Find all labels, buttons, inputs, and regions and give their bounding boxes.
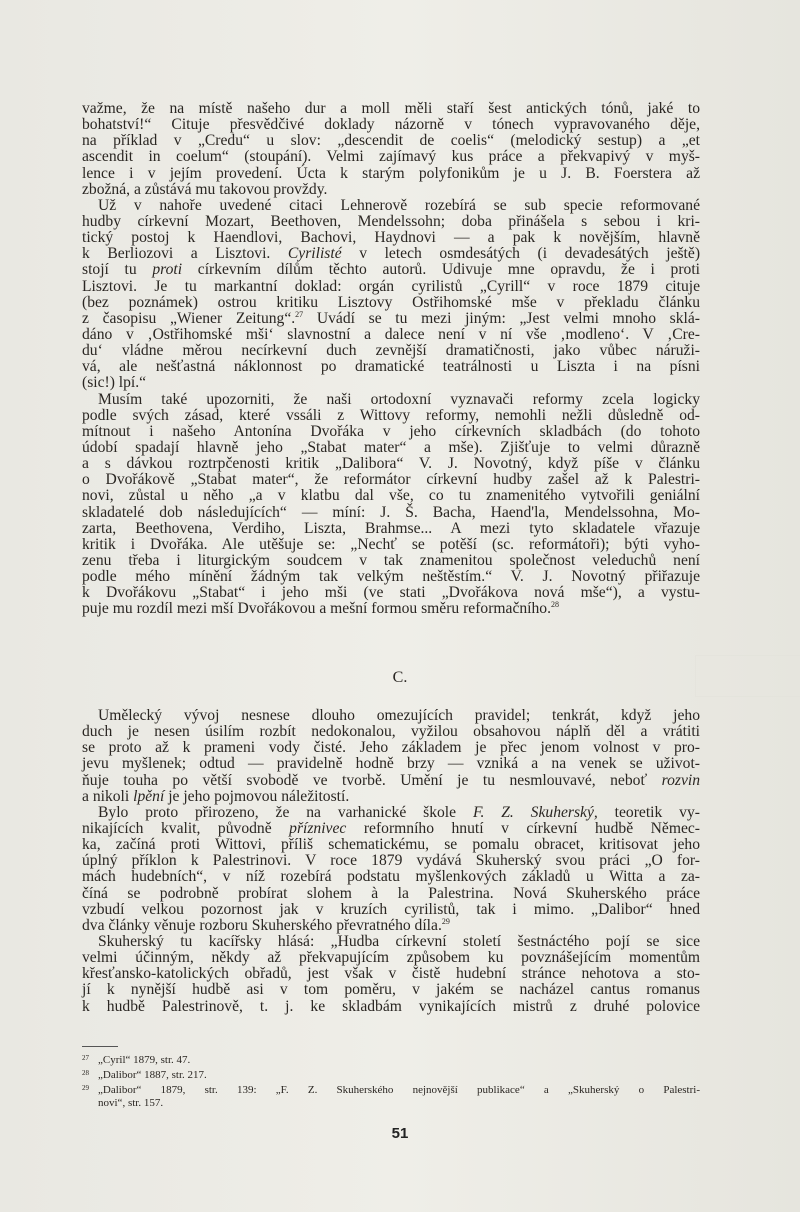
footnote-text: „Cyril“ 1879, str. 47.: [98, 1054, 191, 1066]
text-line: zenu třeba i liturgickým soudcem v tak znamenitou společnost veleduchů není: [82, 551, 700, 569]
text-line: jí k nynější hudbě asi v tom poměru, v jakém se nacházel cantus romanus: [82, 981, 700, 999]
text-line: k Dvořákovu „Stabat“ i jeho mši (ve stati „Dvořákova nová mše“), a vystu-: [82, 584, 700, 602]
footnote-text: „Dalibor“ 1879, str. 139: „F. Z. Skuherského nejnovější publikace“ a „Skuherský o Palestri-: [98, 1084, 700, 1096]
footnote-text: „Dalibor“ 1887, str. 217.: [98, 1069, 207, 1081]
text-line: važme, že na místě našeho dur a moll měli staří šest antických tónů, jaké to: [82, 100, 700, 117]
text-line: novi, zůstal u něho „a v klatbu dal vše, co tu znamenitého vytvořili geniální: [82, 487, 700, 505]
page-number: 51: [391, 1125, 409, 1142]
text-line: du‘ vládne měrou necírkevní duch zevnější dramatičnosti, jako vůbec náruži-: [82, 342, 700, 360]
text-line: ka, začíná proti Wittovi, příliš schematickému, se pomalu obracet, kritisovat jeho: [82, 836, 700, 854]
text-line: dáno v ‚Ostřihomské mši‘ slavnostní a dalece není v ní vše ‚modleno‘. V ‚Cre-: [82, 325, 700, 343]
italic-emphasis: rozvin: [661, 771, 700, 789]
text-line: ascendit in coelum“ (stoupání). Velmi zajímavý kus práce a překvapivý v myš-: [82, 148, 700, 166]
text-line: číná se podrobně probírat slohem à la Palestrina. Nová Skuherského práce: [82, 884, 700, 902]
footnote-reference: 29: [441, 916, 450, 926]
text-line: nikajících kvalit, původně příznivec reformního hnutí v církevní hudbě Němec-: [82, 819, 700, 837]
footnote-number: 28: [82, 1069, 89, 1077]
text-line: mítnout i našeho Antonína Dvořáka v jeho církevních skladbách (do tohoto: [82, 422, 700, 440]
footnote-reference: 28: [551, 600, 559, 610]
text-line: zbožná, a zůstává mu takovou provždy.: [82, 180, 328, 198]
footnote-number: 29: [82, 1084, 89, 1092]
text-line: úplný příklon k Palestrinovi. V roce 1879 vydává Skuherský svou práci „O for-: [82, 852, 700, 870]
body-text-section-c: [82, 708, 700, 1015]
footnote-text: novi“, str. 157.: [98, 1097, 164, 1109]
footnote-rule: [82, 1046, 118, 1047]
text-line: o Dvořákově „Stabat mater“, že reformátor církevní hudby zašel až k Palestri-: [82, 471, 700, 489]
text-line: tický postoj k Haendlovi, Bachovi, Haydnovi — a pak k novějším, hlavně: [82, 229, 700, 247]
text-line: a s dávkou roztrpčenosti kritik „Dalibora“ V. J. Novotný, když píše v článku: [82, 455, 700, 473]
text-line: (sic!) lpí.“: [82, 374, 147, 392]
text-line: Lisztovi. Je tu markantní doklad: orgán cyrilistů „Cyrill“ v roce 1879 cituje: [82, 277, 700, 295]
text-line: stojí tu proti církevním dílům těchto autorů. Udivuje mne opravdu, že i proti: [82, 261, 700, 279]
text-line: podle mého mínění žádným tak velkým neštěstím.“ V. J. Novotný přiřazuje: [82, 568, 700, 586]
text-line: kritik i Dvořáka. Ale utěšuje se: „Nechť se potěší (sc. reformátoři); býti vyho-: [82, 535, 700, 553]
footnote: [82, 1082, 700, 1097]
text-line: dva články věnuje rozboru Skuherského převratného díla.$^{29}$: [82, 916, 450, 934]
text-line: (bez poznámek) ostrou kritiku Lisztovy Ostřihomské mše v překladu článku: [82, 293, 700, 311]
italic-emphasis: lpění: [133, 787, 165, 805]
text-line: Musím také upozorniti, že naši ortodoxní vyznavači reformy zcela logicky: [98, 390, 700, 408]
text-line: údobí spadají hlavně jeho „Stabat mater“ a mše). Zjišťuje to velmi důrazně: [82, 438, 700, 456]
text-line: křesťansko-katolických obřadů, jest však v čistě hudební stránce nehotova a sto-: [82, 965, 700, 983]
text-line: puje mu rozdíl mezi mší Dvořákovou a mešní formou směru reformačního.$^{28}$: [82, 600, 559, 618]
text-line: na příklad v „Credu“ u slov: „descendit de coelis“ (melodický sestup) a „et: [82, 132, 700, 150]
text-line: podle svých zásad, které vssáli z Wittovy reformy, nemohli nežli důsledně od-: [82, 406, 700, 424]
text-line: vzbudí velkou pozornost jak v kruzích cyrilistů, tak i mimo. „Dalibor“ hned: [82, 900, 700, 918]
text-line: k hudbě Palestrinově, t. j. ke skladbám vynikajících mistrů z druhé polovice: [82, 997, 700, 1015]
section-heading: C.: [392, 669, 408, 686]
text-line: Bylo proto přirozeno, že na varhanické škole F. Z. Skuherský, teoretik vy-: [98, 803, 700, 821]
text-line: skladatelé dob následujících“ — míní: J. Š. Bacha, Haend'la, Mendelssohna, Mo-: [82, 503, 700, 521]
footnote: [82, 1067, 700, 1082]
body-text-section-b-continued: [82, 101, 700, 618]
text-line: se proto až k prameni vody čisté. Jeho základem je přec jenom volnost v pro-: [82, 739, 700, 757]
text-line: jevu myšlenek; odtud — pravidelně hodně brzy — vzniká a na venek se uživot-: [82, 755, 700, 773]
footnote-reference: 27: [295, 309, 304, 319]
text-line: a nikoli lpění je jeho pojmovou náležitostí.: [82, 787, 350, 805]
text-line: Už v nahoře uvedené citaci Lehnerově rozebírá se sub specie reformované: [98, 196, 700, 214]
text-line: ňuje touha po větší svobodě ve tvorbě. Umění je tu nesmlouvavé, neboť rozvin: [82, 771, 700, 789]
text-line: mách hudebních“, v níž rozebírá podstatu myšlenkových základů u Witta a za-: [82, 868, 700, 886]
footnote-number: 27: [82, 1054, 89, 1062]
italic-emphasis: F. Z. Skuherský,: [472, 803, 598, 821]
text-line: lence i v jejím provedení. Úcta k starým polyfonikům je u J. B. Foerstera až: [82, 164, 700, 182]
text-line: duch je nesen úsilím rozbít nedokonalou, vyžilou obsahovou náplň děl a vrátiti: [82, 723, 700, 741]
footnote: [82, 1052, 700, 1067]
text-line: Skuherský tu kacířsky hlásá: „Hudba církevní století šestnáctého pojí se sice: [98, 932, 700, 950]
text-line: vá, ale nešťastná náklonnost po dramatické teatrálnosti u Liszta i na písni: [82, 358, 700, 376]
italic-emphasis: příznivec: [289, 819, 347, 837]
footnotes: [82, 1052, 700, 1110]
text-line: z časopisu „Wiener Zeitung“.$^{27}$ Uvádí se tu mezi jiným: „Jest velmi mnoho sklá-: [82, 309, 700, 327]
italic-emphasis: proti: [152, 261, 183, 279]
text-line: Umělecký vývoj nesnese dlouho omezujících pravidel; tenkrát, když jeho: [98, 707, 700, 724]
text-line: zarta, Beethovena, Verdiho, Liszta, Brahmse... A mezi tyto skladatele vřazuje: [82, 519, 700, 537]
text-line: velmi účinným, někdy až překvapujícím způsobem ku povznášejícím momentům: [82, 949, 700, 967]
text-line: bohatství!“ Cituje přesvědčivé doklady názorně v tónech vypravovaného děje,: [82, 116, 700, 134]
footnote: [82, 1097, 700, 1110]
italic-emphasis: Cyrilisté: [287, 245, 342, 263]
text-line: k Berliozovi a Lisztovi. Cyrilisté v letech osmdesátých (i devadesátých ještě): [82, 245, 701, 263]
text-line: hudby církevní Mozart, Beethoven, Mendelssohn; doba přinášela s sebou i kri-: [82, 212, 700, 230]
